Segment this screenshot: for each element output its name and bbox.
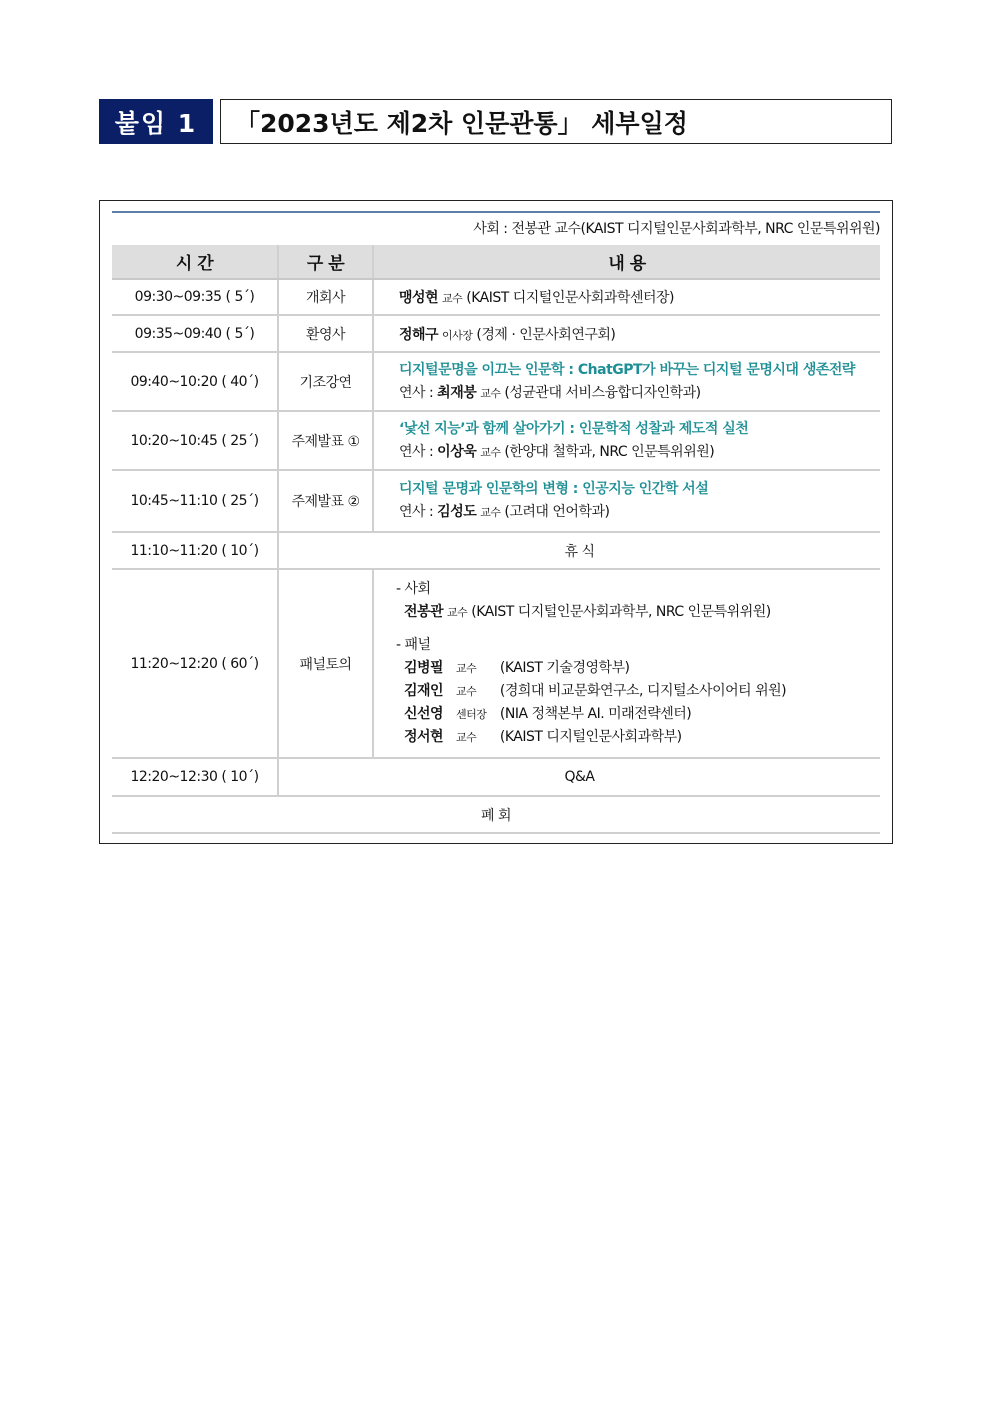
talk-topic: ‘낯선 지능’과 함께 살아가기 : 인문학적 성찰과 제도적 실천 [399, 420, 749, 437]
time-cell: 11:10~11:20 ( 10´) [112, 532, 278, 569]
table-row-panel [112, 569, 880, 758]
moderator-name: 전봉관 [404, 604, 444, 620]
speaker-name: 최재붕 [437, 384, 477, 401]
moderator-affiliation: (KAIST 디지털인문사회과학부, NRC 인문특위위원) [471, 604, 771, 620]
table-row-qa [112, 758, 880, 796]
type-cell: 주제발표 ② [278, 470, 373, 532]
table-row-talk1 [112, 411, 880, 470]
panel-label: - 패널 [396, 637, 431, 653]
time-cell: 09:40~10:20 ( 40´) [112, 352, 278, 411]
speaker-affiliation: (한양대 철학과, NRC 인문특위위원) [504, 443, 715, 460]
speaker-label: 연사 : [399, 504, 434, 520]
talk-topic: 디지털 문명과 인문학의 변형 : 인공지능 인간학 서설 [399, 481, 709, 497]
time-cell: 11:20~12:20 ( 60´) [112, 569, 278, 758]
table-row-welcome [112, 315, 880, 352]
panelist-affiliation: (KAIST 기술경영학부) [499, 660, 630, 676]
qa-cell: Q&A [278, 758, 880, 796]
panelist-name: 김병필 [404, 660, 444, 676]
speaker-role: 교수 [480, 386, 501, 400]
table-header-row [112, 245, 880, 279]
speaker-name: 이상욱 [437, 443, 477, 460]
content-cell [373, 470, 880, 532]
panelist-line [396, 726, 880, 749]
time-cell: 09:30~09:35 ( 5´) [112, 279, 278, 315]
schedule-table [112, 245, 880, 834]
panelist-role: 센터장 [455, 708, 487, 721]
panelist-affiliation: (NIA 정책본부 AI. 미래전략센터) [499, 706, 692, 722]
content-cell [373, 315, 880, 352]
speaker-affiliation: (경제 · 인문사회연구회) [476, 326, 616, 343]
panelist-name: 신선영 [404, 706, 444, 722]
speaker-line [399, 501, 880, 524]
type-cell: 개회사 [278, 279, 373, 315]
closing-cell: 폐 회 [112, 796, 880, 833]
col-header-content: 내 용 [373, 245, 880, 279]
col-header-time: 시 간 [112, 245, 278, 279]
col-header-type: 구 분 [278, 245, 373, 279]
panelist-affiliation: (경희대 비교문화연구소, 디지털소사이어티 위원) [499, 683, 787, 699]
panelist-affiliation: (KAIST 디지털인문사회과학부) [499, 729, 682, 745]
panelist-role: 교수 [455, 662, 477, 675]
table-row-closing [112, 796, 880, 833]
panelist-role: 교수 [455, 685, 477, 698]
schedule-frame [99, 200, 893, 844]
moderator-label: - 사회 [396, 581, 431, 597]
speaker-label: 연사 : [399, 384, 434, 401]
top-rule [112, 211, 880, 213]
speaker-name: 김성도 [437, 504, 477, 520]
panelist-name: 정서현 [404, 729, 444, 745]
panelist-name: 김재인 [404, 683, 444, 699]
speaker-line [399, 441, 880, 464]
speaker-role: 교수 [442, 292, 463, 305]
break-cell: 휴 식 [278, 532, 880, 569]
panelist-role: 교수 [455, 731, 477, 744]
time-cell: 12:20~12:30 ( 10´) [112, 758, 278, 796]
table-row-talk2 [112, 470, 880, 532]
table-row-keynote [112, 352, 880, 411]
speaker-label: 연사 : [399, 443, 434, 460]
type-cell: 주제발표 ① [278, 411, 373, 470]
panelist-line [396, 680, 880, 703]
panelist-line [396, 703, 880, 726]
moderator-line [396, 601, 880, 624]
moderator-role: 교수 [447, 606, 468, 619]
type-cell: 기조강연 [278, 352, 373, 411]
panel-content-cell [373, 569, 880, 758]
table-row-break [112, 532, 880, 569]
time-cell: 09:35~09:40 ( 5´) [112, 315, 278, 352]
speaker-role: 교수 [480, 445, 501, 459]
type-cell: 패널토의 [278, 569, 373, 758]
attachment-badge: 붙임 1 [99, 99, 213, 144]
content-cell [373, 352, 880, 411]
type-cell: 환영사 [278, 315, 373, 352]
talk-topic: 디지털문명을 이끄는 인문학 : ChatGPT가 바꾸는 디지털 문명시대 생존전략 [399, 361, 855, 378]
time-cell: 10:45~11:10 ( 25´) [112, 470, 278, 532]
speaker-name: 맹성현 [399, 290, 439, 306]
time-cell: 10:20~10:45 ( 25´) [112, 411, 278, 470]
panelist-line [396, 657, 880, 680]
document-title: 「2023년도 제2차 인문관통」 세부일정 [220, 99, 892, 144]
speaker-line [399, 382, 880, 405]
content-cell [373, 411, 880, 470]
speaker-affiliation: (고려대 언어학과) [504, 504, 610, 520]
host-line: 사회 : 전봉관 교수(KAIST 디지털인문사회과학부, NRC 인문특위위원) [473, 221, 880, 237]
speaker-role: 이사장 [442, 328, 473, 342]
speaker-role: 교수 [480, 506, 501, 519]
speaker-affiliation: (KAIST 디지털인문사회과학센터장) [466, 290, 674, 306]
content-cell [373, 279, 880, 315]
speaker-affiliation: (성균관대 서비스융합디자인학과) [504, 384, 701, 401]
table-row-opening [112, 279, 880, 315]
speaker-name: 정해구 [399, 326, 439, 343]
